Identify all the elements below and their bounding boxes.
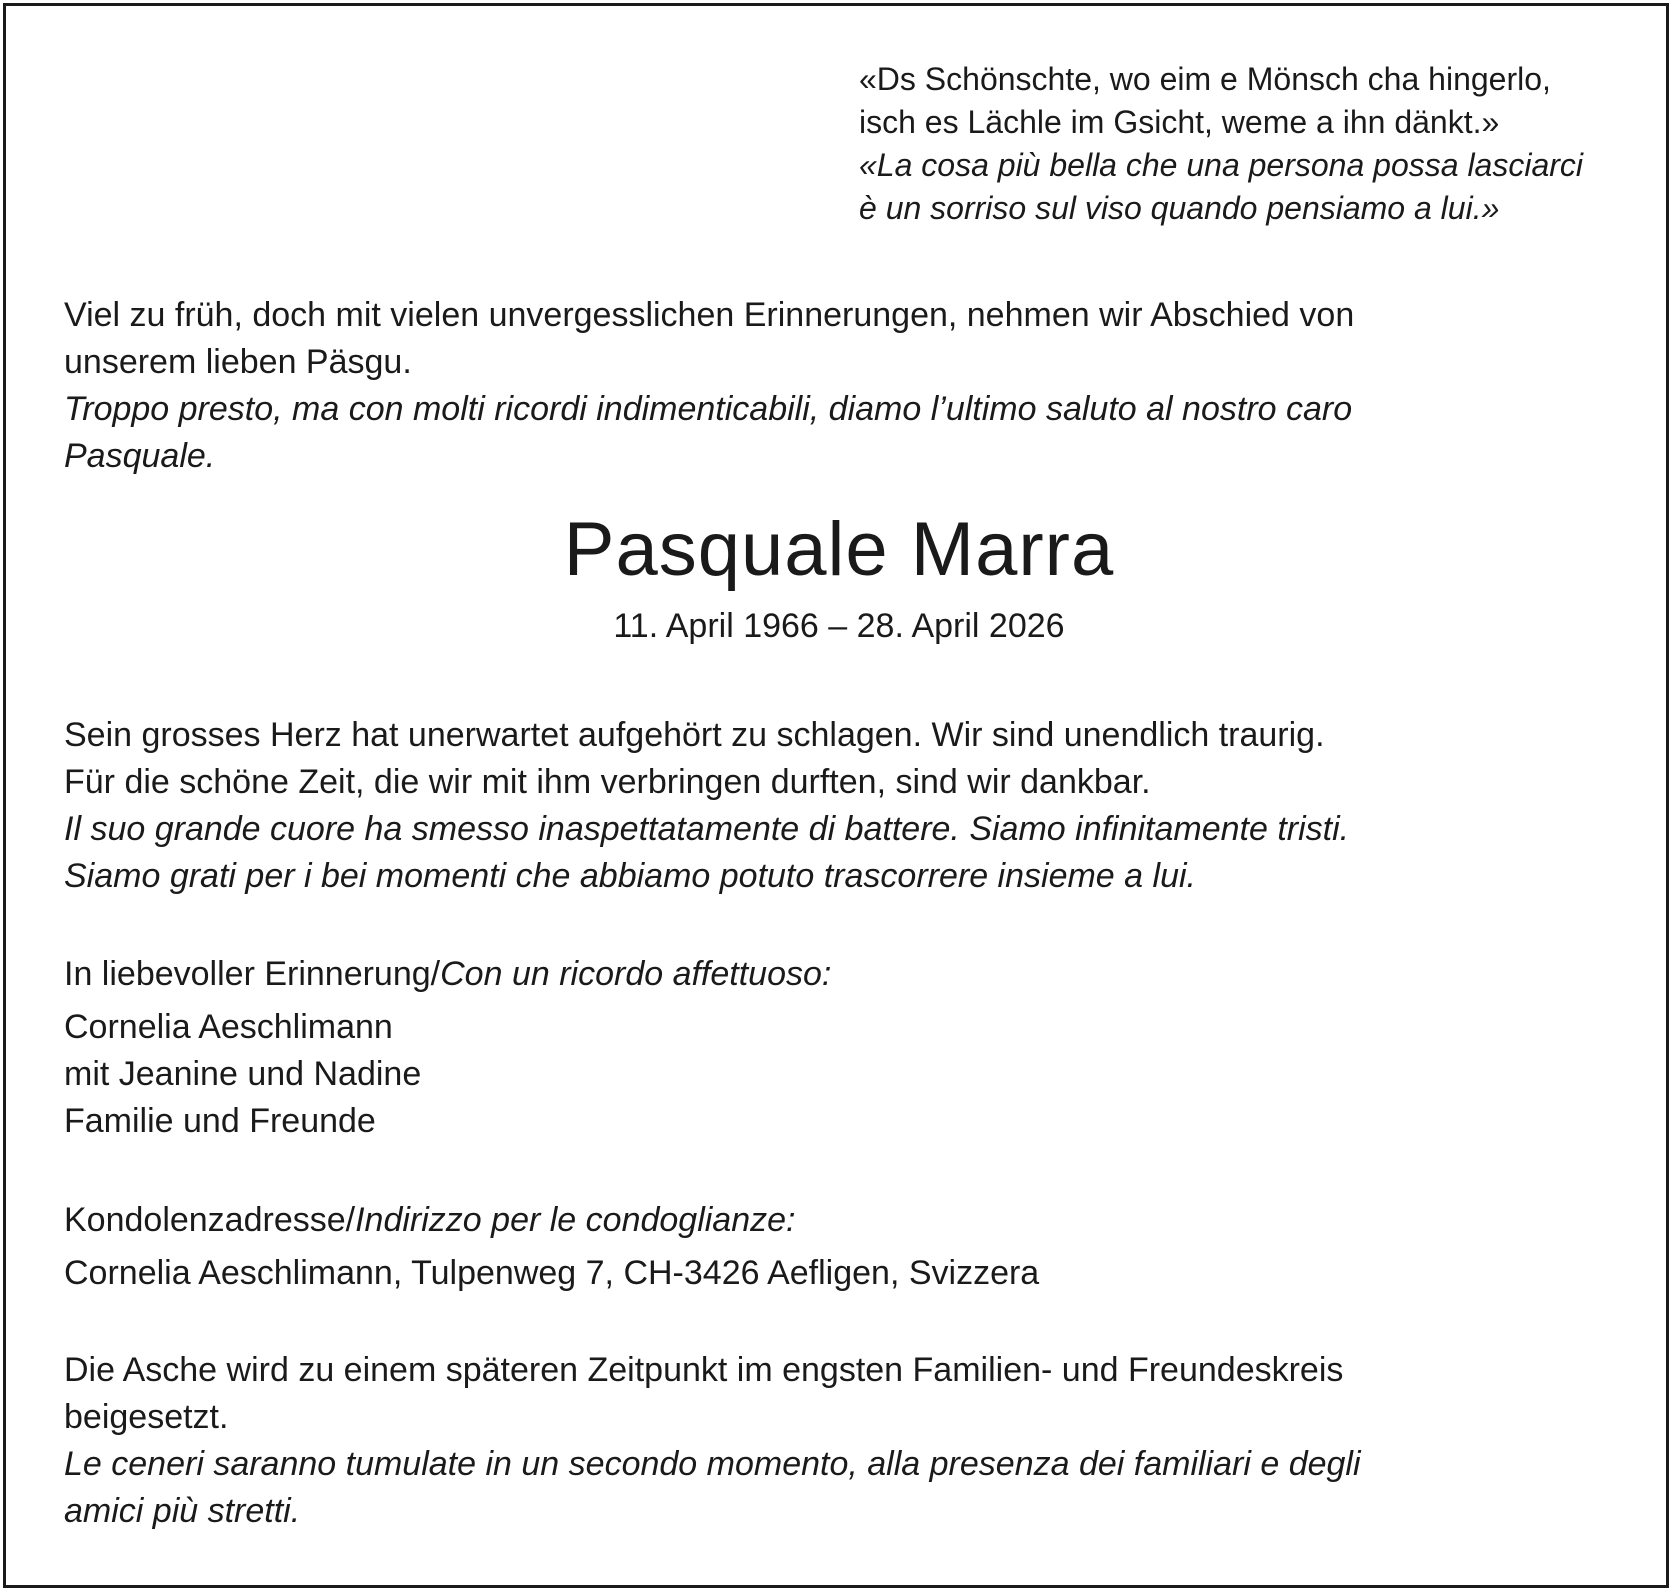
memory-heading-it: Con un ricordo affettuoso:: [440, 955, 832, 993]
intro-paragraph: [64, 292, 1624, 480]
mourner-item: Familie und Freunde: [64, 1102, 376, 1140]
ashes-paragraph: [64, 1347, 1624, 1535]
condolence-heading-it: Indirizzo per le condoglianze:: [355, 1201, 796, 1239]
ashes-it-line-2: amici più stretti.: [64, 1492, 301, 1530]
mourners-list: [64, 1004, 1624, 1145]
quote-it-line-1: «La cosa più bella che una persona possa lasciarci: [859, 147, 1584, 183]
intro-de-line-2: unserem lieben Päsgu.: [64, 343, 412, 381]
ashes-it-line-1: Le ceneri saranno tumulate in un secondo momento, alla presenza dei familiari e degli: [64, 1445, 1361, 1483]
condolence-heading-separator: /: [345, 1201, 356, 1239]
ashes-de-line-1: Die Asche wird zu einem späteren Zeitpunkt im engsten Familien- und Freundeskreis: [64, 1351, 1344, 1389]
heart-it-line-2: Siamo grati per i bei momenti che abbiamo potuto trascorrere insieme a lui.: [64, 857, 1196, 895]
quote-de-line-2: isch es Lächle im Gsicht, weme a ihn dänkt.»: [859, 104, 1500, 140]
heart-de-line-2: Für die schöne Zeit, die wir mit ihm verbringen durften, sind wir dankbar.: [64, 763, 1151, 801]
intro-de-line-1: Viel zu früh, doch mit vielen unvergesslichen Erinnerungen, nehmen wir Abschied von: [64, 296, 1355, 334]
memory-heading-de: In liebevoller Erinnerung: [64, 955, 431, 993]
heart-paragraph: [64, 712, 1624, 900]
condolence-address: [64, 1250, 1624, 1297]
condolence-address-text: Cornelia Aeschlimann, Tulpenweg 7, CH-3426 Aefligen, Svizzera: [64, 1254, 1040, 1292]
quote-it-line-2: è un sorriso sul viso quando pensiamo a lui.»: [859, 190, 1500, 226]
mourner-item: Cornelia Aeschlimann: [64, 1008, 393, 1046]
life-dates: 11. April 1966 – 28. April 2026: [613, 607, 1065, 645]
heart-de-line-1: Sein grosses Herz hat unerwartet aufgehört zu schlagen. Wir sind unendlich traurig.: [64, 716, 1325, 754]
heart-it-line-1: Il suo grande cuore ha smesso inaspettatamente di battere. Siamo infinitamente tristi.: [64, 810, 1350, 848]
mourner-item: mit Jeanine und Nadine: [64, 1055, 422, 1093]
quote-de-line-1: «Ds Schönschte, wo eim e Mönsch cha hingerlo,: [859, 61, 1551, 97]
intro-it-line-1: Troppo presto, ma con molti ricordi indimenticabili, diamo l’ultimo saluto al nostro caro: [64, 390, 1353, 428]
condolence-heading-de: Kondolenzadresse: [64, 1201, 346, 1239]
memory-heading: [64, 951, 1624, 998]
ashes-de-line-2: beigesetzt.: [64, 1398, 229, 1436]
memory-heading-separator: /: [430, 955, 441, 993]
intro-it-line-2: Pasquale.: [64, 437, 216, 475]
condolence-heading: [64, 1197, 1624, 1244]
epigraph-quote: [859, 58, 1639, 230]
deceased-name: Pasquale Marra: [563, 507, 1115, 592]
